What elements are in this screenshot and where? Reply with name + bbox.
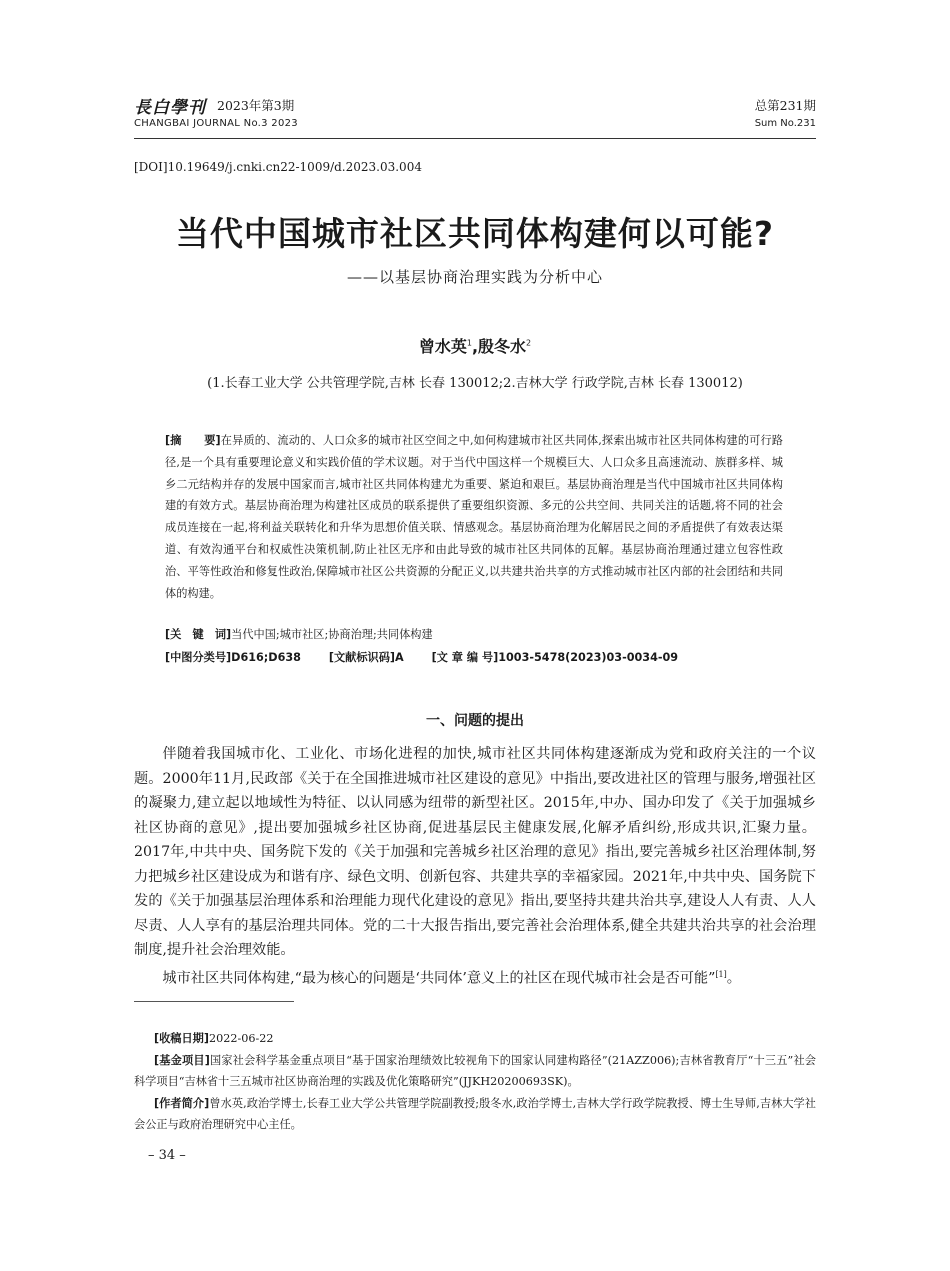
footnote-author-bio xyxy=(134,1093,816,1135)
abstract xyxy=(165,430,783,604)
author-bio-text: 曾水英,政治学博士,长春工业大学公共管理学院副教授;殷冬水,政治学博士,吉林大学行政学院教授、博士生导师,吉林大学社会公正与政府治理研究中心主任。 xyxy=(134,1097,816,1131)
abstract-text: 在异质的、流动的、人口众多的城市社区空间之中,如何构建城市社区共同体,探索出城市社区共同体构建的可行路径,是一个具有重要理论意义和实践价值的学术议题。对于当代中国这样一个规模巨大、人口众多且高速流动、族群多样、城乡二元结构并存的发展中国家而言,城市社区共同体构建尤为重要、紧迫和艰巨。基层协商治理是当代中国城市社区共同体构建的有效方式。基层协商治理为构建社区成员的联系提供了重要组织资源、多元的公共空间、共同关注的话题,将不同的社会成员连接在一起,将利益关联转化和升华为思想价值关联、情感观念。基层协商治理为化解居民之间的矛盾提供了有效表达渠道、有效沟通平台和权威性决策机制,防止社区无序和由此导致的城市社区共同体的瓦解。基层协商治理通过建立包容性政治、平等性政治和修复性政治,保障城市社区公共资源的分配正义,以共建共治共享的方式推动城市社区内部的社会团结和共同体的构建。 xyxy=(165,434,783,600)
clc-number: [中图分类号]D616;D638 xyxy=(165,651,301,664)
received-label: [收稿日期] xyxy=(154,1032,209,1045)
author-1-affil-mark: 1 xyxy=(466,338,472,348)
keywords-label: [关 键 词] xyxy=(165,628,232,641)
received-date: 2022-06-22 xyxy=(208,1032,274,1045)
fund-label: [基金项目] xyxy=(154,1054,210,1067)
document-code: [文献标识码]A xyxy=(328,651,404,664)
keywords-text: 当代中国;城市社区;协商治理;共同体构建 xyxy=(231,628,433,641)
paragraph-2 xyxy=(134,963,816,991)
author-2: 殷冬水 xyxy=(478,337,527,356)
body-text xyxy=(134,742,816,991)
footnote-fund xyxy=(134,1050,816,1092)
authors xyxy=(0,334,950,357)
doi[interactable]: [DOI]10.19649/j.cnki.cn22-1009/d.2023.03.004 xyxy=(134,160,422,174)
issue-number: 2023年第3期 xyxy=(217,98,295,113)
article-subtitle: ——以基层协商治理实践为分析中心 xyxy=(346,268,603,286)
author-2-affil-mark: 2 xyxy=(526,338,532,348)
author-bio-label: [作者简介] xyxy=(154,1097,210,1110)
paragraph-2-text: 城市社区共同体构建,“最为核心的问题是‘共同体’意义上的社区在现代城市社会是否可能” xyxy=(162,970,716,987)
total-issue-english: Sum No.231 xyxy=(754,118,816,129)
page-number: – 34 – xyxy=(148,1148,186,1163)
journal-name-english: CHANGBAI JOURNAL No.3 2023 xyxy=(134,118,298,129)
citation-ref[interactable]: [1] xyxy=(715,969,727,979)
keywords xyxy=(165,626,433,642)
paragraph-1: 伴随着我国城市化、工业化、市场化进程的加快,城市社区共同体构建逐渐成为党和政府关注的一个议题。2000年11月,民政部《关于在全国推进城市社区建设的意见》中指出,要改进社区的管理与服务,增强社区的凝聚力,建立起以地域性为特征、以认同感为纽带的新型社区。2015年,中办、国办印发了《关于加强城乡社区协商的意见》,提出要加强城乡社区协商,促进基层民主健康发展,化解矛盾纠纷,形成共识,汇聚力量。2017年,中共中央、国务院下发的《关于加强和完善城乡社区治理的意见》指出,要完善城乡社区治理体制,努力把城乡社区建设成为和谐有序、绿色文明、创新包容、共建共享的幸福家园。2021年,中共中央、国务院下发的《关于加强基层治理体系和治理能力现代化建设的意见》指出,要坚持共建共治共享,建设人人有责、人人尽责、人人享有的基层治理共同体。党的二十大报告指出,要完善社会治理体系,健全共建共治共享的社会治理制度,提升社会治理效能。 xyxy=(134,746,816,958)
affiliations: (1.长春工业大学 公共管理学院,吉林 长春 130012;2.吉林大学 行政学院,吉林 长春 130012) xyxy=(207,376,743,391)
abstract-label: [摘 要] xyxy=(165,434,221,447)
article-number: [文 章 编 号]1003-5478(2023)03-0034-09 xyxy=(431,651,679,664)
footnote-divider xyxy=(134,1001,294,1002)
journal-logo: 長白學刊 xyxy=(134,98,206,118)
fund-text: 国家社会科学基金重点项目“基于国家治理绩效比较视角下的国家认同建构路径”(21AZZ006);吉林省教育厅“十三五”社会科学项目“吉林省十三五城市社区协商治理的实践及优化策略研究”(JJKH20200693SK)。 xyxy=(134,1054,816,1088)
section-heading: 一、问题的提出 xyxy=(426,713,524,729)
total-issue-number: 总第231期 xyxy=(754,98,816,113)
paragraph-2-end: 。 xyxy=(726,970,741,987)
header-divider xyxy=(134,138,816,139)
article-title: 当代中国城市社区共同体构建何以可能? xyxy=(175,214,775,253)
author-1: 曾水英 xyxy=(418,337,467,356)
classification-line xyxy=(165,649,702,665)
footnote-received xyxy=(134,1028,816,1049)
author-separator: , xyxy=(471,337,479,356)
